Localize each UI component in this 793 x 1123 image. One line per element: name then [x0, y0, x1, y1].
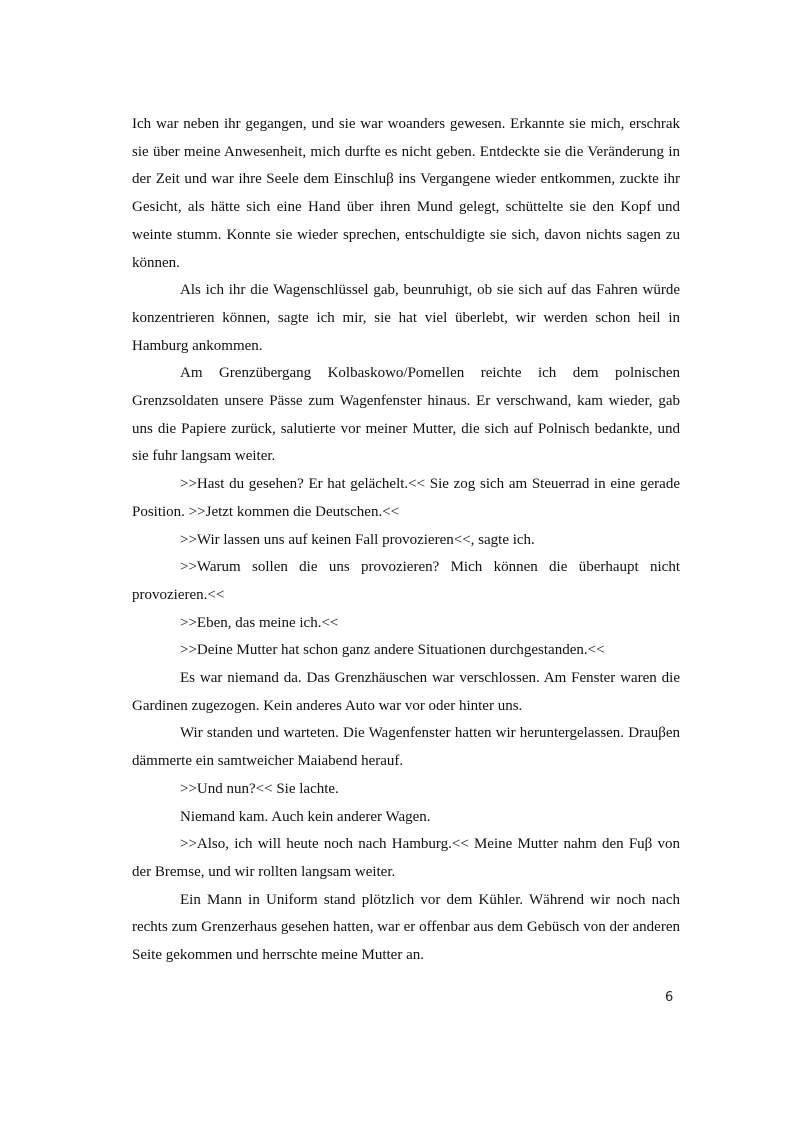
- page-number: 6: [665, 990, 674, 1005]
- paragraph: Wir standen und warteten. Die Wagenfenster hatten wir heruntergelassen. Drauβen dämmerte ein samtweicher Maiabend herauf.: [132, 725, 680, 770]
- body-text: [132, 111, 680, 970]
- paragraph: Ein Mann in Uniform stand plötzlich vor dem Kühler. Während wir noch nach rechts zum Grenzerhaus gesehen hatten, war er offenbar aus dem Gebüsch von der anderen Seite gekommen und herrschte meine Mutter an.: [132, 891, 680, 964]
- dialogue-line: >>Wir lassen uns auf keinen Fall provozieren<<, sagte ich.: [180, 531, 535, 548]
- paragraph: Ich war neben ihr gegangen, und sie war woanders gewesen. Erkannte sie mich, erschrak sie über meine Anwesenheit, mich durfte es nicht geben. Entdeckte sie die Veränderung in der Zeit und war ihre Seele dem Einschluβ ins Vergangene wieder entkommen, zuckte ihr Gesicht, als hätte sich eine Hand über ihren Mund gelegt, schüttelte sie den Kopf und weinte stumm. Konnte sie wieder sprechen, entschuldigte sie sich, davon nichts sagen zu können.: [132, 116, 680, 271]
- paragraph: Niemand kam. Auch kein anderer Wagen.: [180, 808, 431, 825]
- paragraph: Am Grenzübergang Kolbaskowo/Pomellen reichte ich dem polnischen Grenzsoldaten unsere Pässe zum Wagenfenster hinaus. Er verschwand, kam wieder, gab uns die Papiere zurück, salutierte vor meiner Mutter, die sich auf Polnisch bedankte, und sie fuhr langsam weiter.: [132, 365, 680, 465]
- paragraph: Als ich ihr die Wagenschlüssel gab, beunruhigt, ob sie sich auf das Fahren würde konzentrieren können, sagte ich mir, sie hat viel überlebt, wir werden schon heil in Hamburg ankommen.: [132, 282, 680, 354]
- dialogue-line: >>Hast du gesehen? Er hat gelächelt.<< Sie zog sich am Steuerrad in eine gerade Position. >>Jetzt kommen die Deutschen.<<: [132, 476, 680, 520]
- dialogue-line: >>Deine Mutter hat schon ganz andere Situationen durchgestanden.<<: [180, 642, 605, 659]
- dialogue-line: >>Warum sollen die uns provozieren? Mich können die überhaupt nicht provozieren.<<: [132, 559, 680, 603]
- dialogue-line: >>Also, ich will heute noch nach Hamburg.<< Meine Mutter nahm den Fuβ von der Bremse, und wir rollten langsam weiter.: [132, 836, 680, 880]
- dialogue-line: >>Eben, das meine ich.<<: [180, 614, 339, 631]
- paragraph: Es war niemand da. Das Grenzhäuschen war verschlossen. Am Fenster waren die Gardinen zugezogen. Kein anderes Auto war vor oder hinter uns.: [132, 670, 680, 714]
- dialogue-line: >>Und nun?<< Sie lachte.: [180, 780, 339, 797]
